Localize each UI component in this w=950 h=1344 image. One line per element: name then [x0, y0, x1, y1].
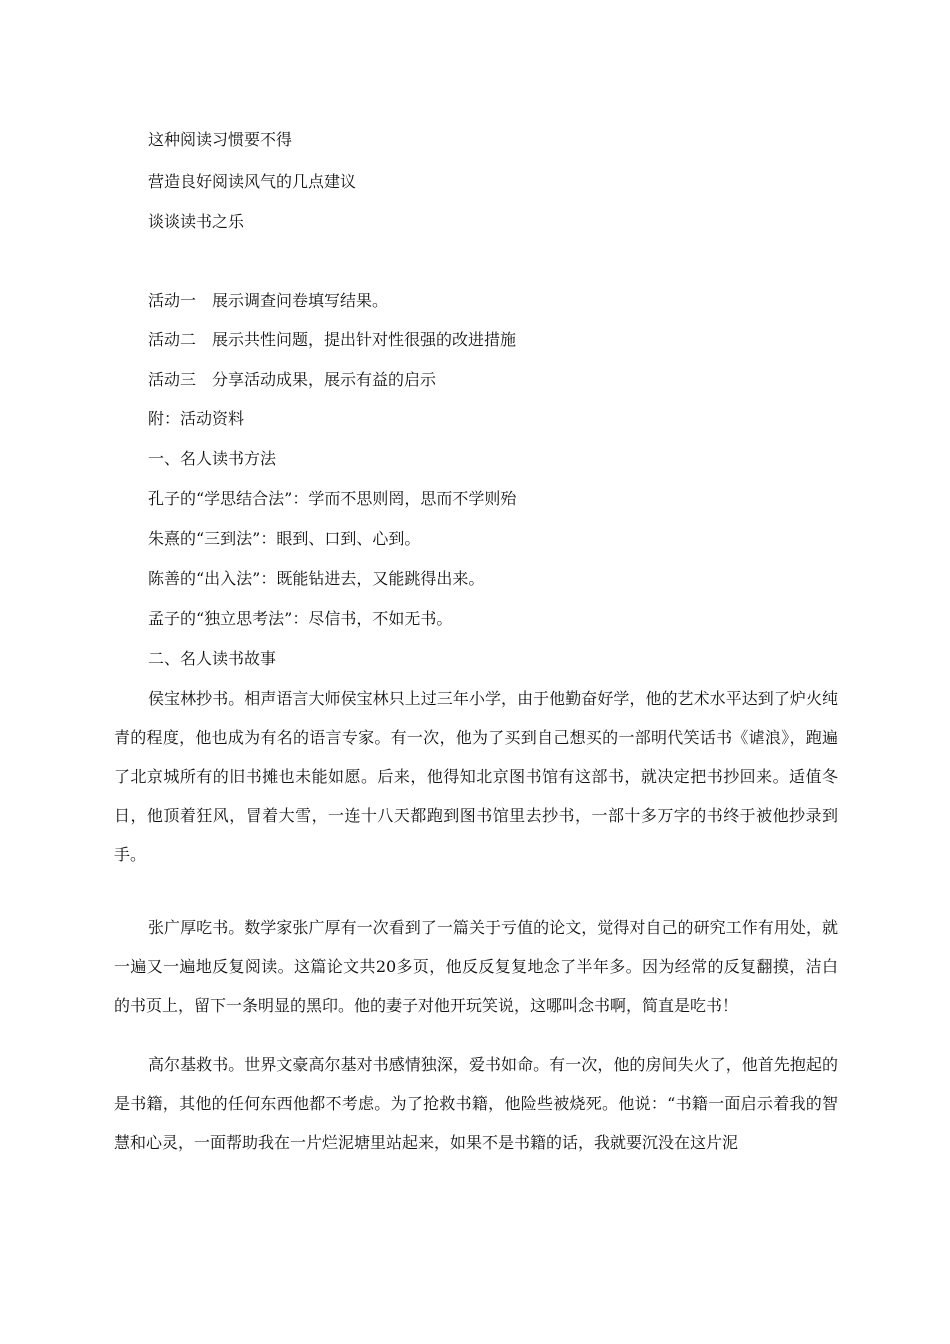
section-heading: 二、名人读书故事	[148, 649, 277, 668]
topic-line: 这种阅读习惯要不得	[148, 130, 293, 149]
method-item: 孔子的“学思结合法”：学而不思则罔，思而不学则殆	[148, 489, 517, 508]
story-paragraph: 张广厚吃书。数学家张广厚有一次看到了一篇关于亏值的论文，觉得对自己的研究工作有用处，就一遍又一遍地反复阅读。这篇论文共20多页，他反反复复地念了半年多。因为经常的反复翻摸，洁白的书页上，留下一条明显的黑印。他的妻子对他开玩笑说，这哪叫念书啊，简直是吃书！	[114, 918, 838, 1015]
activity-line: 活动三 分享活动成果，展示有益的启示	[148, 370, 437, 389]
appendix-title: 附：活动资料	[148, 409, 245, 428]
activity-line: 活动二 展示共性问题，提出针对性很强的改进措施	[148, 330, 517, 349]
method-item: 陈善的“出入法”：既能钻进去，又能跳得出来。	[148, 569, 485, 588]
method-item: 朱熹的“三到法”：眼到、口到、心到。	[148, 529, 421, 548]
topic-line: 营造良好阅读风气的几点建议	[148, 172, 357, 191]
activity-line: 活动一 展示调查问卷填写结果。	[148, 291, 389, 310]
story-paragraph: 高尔基救书。世界文豪高尔基对书感情独深，爱书如命。有一次，他的房间失火了，他首先抱起的是书籍，其他的任何东西他都不考虑。为了抢救书籍，他险些被烧死。他说：“书籍一面启示着我的智慧和心灵，一面帮助我在一片烂泥塘里站起来，如果不是书籍的话，我就要沉没在这片泥	[114, 1055, 838, 1152]
section-heading: 一、名人读书方法	[148, 449, 277, 468]
method-item: 孟子的“独立思考法”：尽信书，不如无书。	[148, 609, 453, 628]
topic-line: 谈谈读书之乐	[148, 212, 245, 231]
story-paragraph: 侯宝林抄书。相声语言大师侯宝林只上过三年小学，由于他勤奋好学，他的艺术水平达到了炉火纯青的程度，他也成为有名的语言专家。有一次，他为了买到自己想买的一部明代笑话书《谑浪》，跑遍了北京城所有的旧书摊也未能如愿。后来，他得知北京图书馆有这部书，就决定把书抄回来。适值冬日，他顶着狂风，冒着大雪，一连十八天都跑到图书馆里去抄书，一部十多万字的书终于被他抄录到手。	[114, 689, 838, 864]
